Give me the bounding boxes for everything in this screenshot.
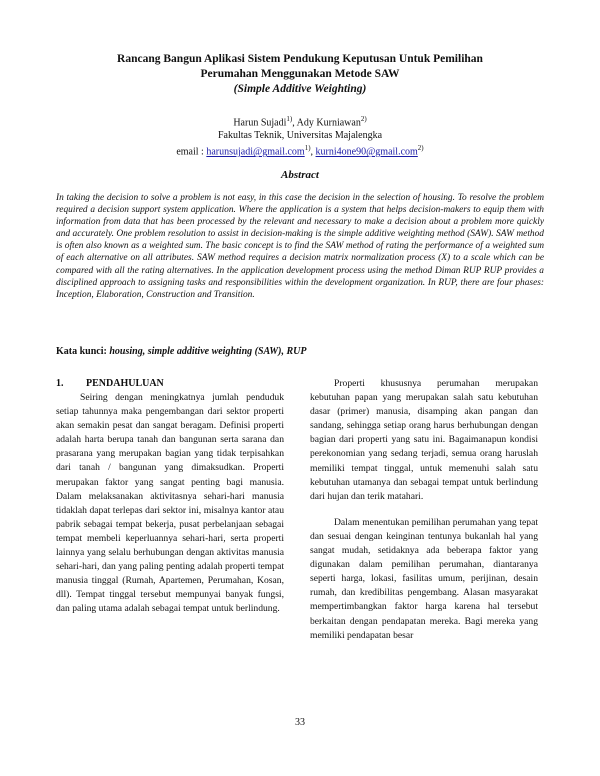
author-separator: , — [292, 117, 297, 129]
author-1: Harun Sujadi — [233, 117, 287, 129]
keywords-value: housing, simple additive weighting (SAW), RUP — [109, 346, 307, 357]
paragraph-1: Seiring dengan meningkatnya jumlah penduduk setiap tahunnya maka pengembangan dari sektor properti akan semakin pesat dan sangat beragam. Definisi properti adalah harta berupa tanah dan bangunan serta sarana dan prasarana yang merupakan bagian yang tidak terpisahkan dari tanah / bangunan yang dimaksudkan. Properti merupakan faktor yang sangat penting bagi manusia. Dalam melaksanakan aktivitasnya sehari-hari manusia tidaklah dapat terlepas dari sektor ini, misalnya kantor atau pabrik sebagai tempat bekerja, pusat perbelanjaan sebagai tempat membeli keperluannya sehari-hari, serta properti lainnya yang selalu berhubungan dengan aktivitas manusia sehari-hari, dan yang paling penting adalah properti tempat manusia tinggal (Rumah, Apartemen, Perumahan, Kosan, dll). Tempat tinggal tersebut mempunyai banyak fungsi, dan paling utama adalah sebagai tempat untuk berlindung. — [56, 392, 284, 615]
affiliation: Fakultas Teknik, Universitas Majalengka — [217, 130, 383, 142]
left-column — [56, 377, 284, 617]
abstract-heading: Abstract — [281, 169, 319, 181]
paper-title — [60, 52, 540, 97]
section-number: 1. — [56, 378, 64, 389]
email-link-2[interactable]: kurni4one90@gmail.com — [315, 146, 418, 158]
email-line — [60, 142, 540, 158]
right-column — [310, 377, 538, 643]
email-link-1[interactable]: harunsujadi@gmail.com — [206, 146, 305, 158]
paragraph-2: Properti khususnya perumahan merupakan kebutuhan papan yang merupakan salah satu kebutuhan dasar (primer) manusia, disamping akan pangan dan sandang, sehingga setiap orang harus berhubungan dengan bagian dari properti yang satu ini. Bagaimanapun kondisi perekonomian yang sedang terjadi, semua orang haruslah memiliki tempat tinggal, untuk memenuhi salah satu kebutuhan utamanya dan sebagai tempat untuk berlindung dari hujan dan terik matahari. — [310, 378, 538, 502]
email-label: email : — [176, 146, 207, 158]
paragraph-3: Dalam menentukan pemilihan perumahan yang tepat dan sesuai dengan keinginan tentunya bukanlah hal yang sangat mudah, setidaknya ada beberapa faktor yang digunakan dalam pemilihan perumahan, diantaranya seperti harga, lokasi, fasilitas umum, perijinan, desain rumah, dan kredibilitas pengembang. Alasan masyarakat mempertimbangkan faktor harga karena hal tersebut berkaitan dengan pendapatan mereka. Bagi mereka yang memiliki pendapatan besar — [310, 516, 538, 641]
email-2-sup: 2) — [417, 144, 424, 153]
author-2-sup: 2) — [360, 115, 367, 123]
section-title: PENDAHULUAN — [86, 378, 164, 389]
keywords-label: Kata kunci: — [56, 346, 110, 357]
author-2: Ady Kurniawan — [296, 117, 361, 129]
author-block — [60, 113, 540, 159]
email-separator: , — [310, 146, 316, 158]
title-line-1: Rancang Bangun Aplikasi Sistem Pendukung Keputusan Untuk Pemilihan — [117, 53, 483, 65]
author-1-sup: 1) — [286, 115, 293, 123]
title-line-3: (Simple Additive Weighting) — [233, 83, 367, 95]
keywords — [56, 346, 307, 357]
abstract-text: In taking the decision to solve a problem is not easy, in this case the decision in the selection of housing. To resolve the problem required a decision support system application. Where the application is a system that helps decision-makers to equip them with information from data that has been processed by the relevant and necessary to make a decision about a problem more quickly and accurately. One problem resolution to assist in decision-making is the simple additive weighting method (SAW). SAW method is often also known as a weighted sum. The basic concept is to find the SAW method of rating the performance of a weighted sum of each alternative on all attributes. SAW method requires a decision matrix normalization process (X) to a scale which can be compared with all the rating alternatives. In the application development process using the method Diman RUP RUP provides a disciplined approach to assigning tasks and responsibilities within the development organization. In RUP, there are four phases: Inception, Elaboration, Construction and Transition. — [56, 193, 544, 300]
page-number: 33 — [295, 717, 305, 728]
section-heading — [56, 377, 284, 391]
title-line-2: Perumahan Menggunakan Metode SAW — [200, 68, 400, 80]
author-names — [60, 113, 540, 129]
email-1-sup: 1) — [304, 144, 311, 153]
